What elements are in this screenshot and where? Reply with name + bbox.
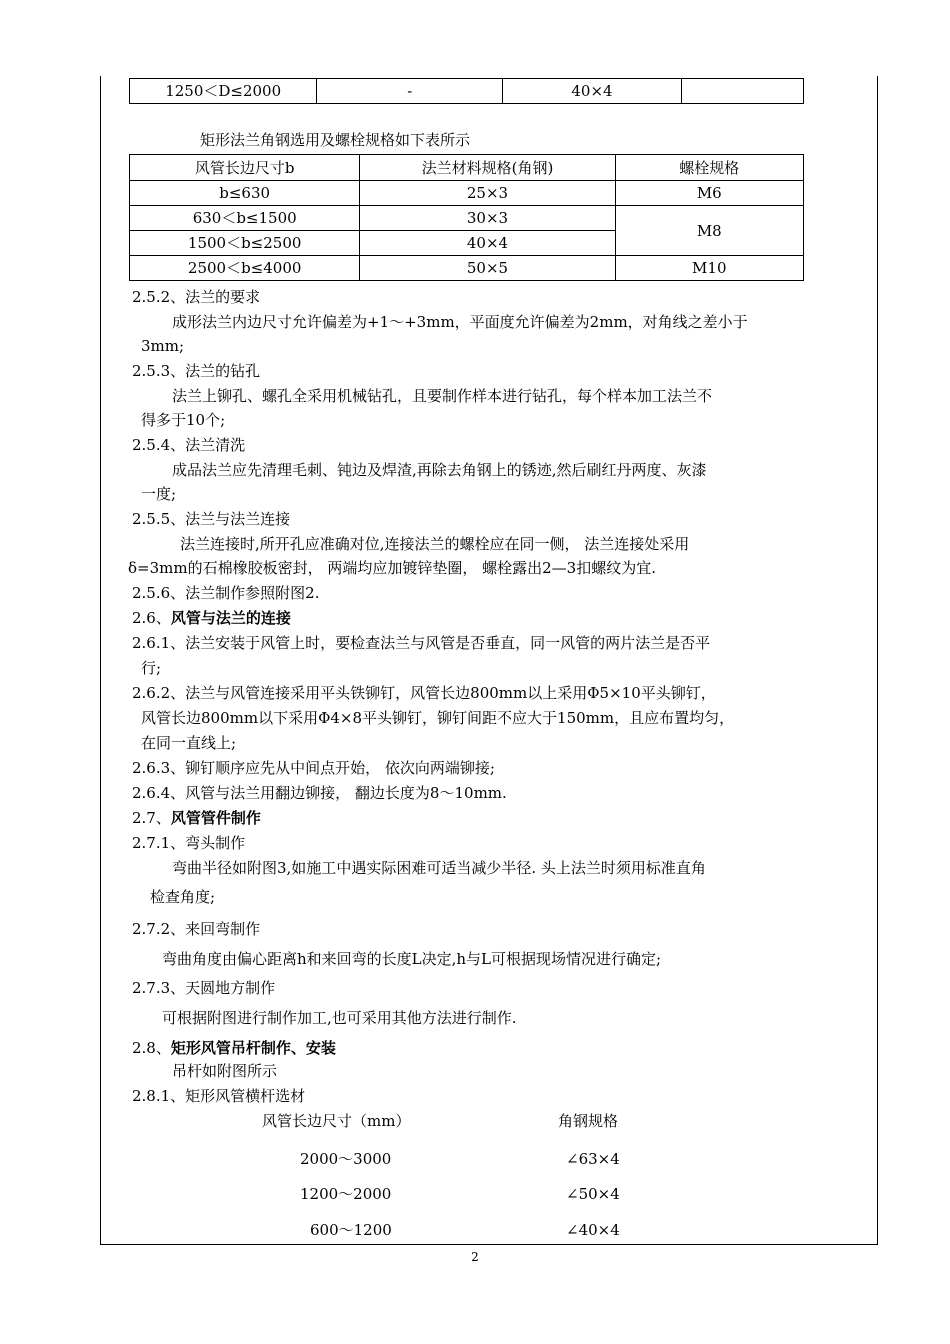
section-heading: 2.5.3、法兰的钻孔 xyxy=(132,362,261,380)
section-number: 2.8、 xyxy=(132,1039,171,1057)
table-cell: 40×4 xyxy=(360,231,615,256)
table-cell: 630＜b≤1500 xyxy=(130,206,360,231)
paragraph-line: 风管长边800mm以下采用Φ4×8平头铆钉，铆钉间距不应大于150mm，且应布置均匀， xyxy=(141,709,735,727)
paragraph-line: 检查角度; xyxy=(150,888,216,906)
table-row xyxy=(130,181,804,206)
table-cell: 25×3 xyxy=(360,181,615,206)
paragraph-line: 法兰连接时,所开孔应准确对位,连接法兰的螺栓应在同一侧， 法兰连接处采用 xyxy=(180,535,690,553)
paragraph-line: 得多于10个; xyxy=(141,411,226,429)
table-cell: 40×4 xyxy=(503,79,681,104)
top-table xyxy=(129,78,804,104)
paragraph-line: 成品法兰应先清理毛刺、钝边及焊渣,再除去角钢上的锈迹,然后刷红丹两度、灰漆 xyxy=(172,461,707,479)
paragraph-line: δ=3mm的石棉橡胶板密封， 两端均应加镀锌垫圈， 螺栓露出2—3扣螺纹为宜. xyxy=(128,559,656,577)
paragraph-line: 一度; xyxy=(141,485,177,503)
section-heading-2-6 xyxy=(132,608,291,628)
table-cell-merged: M8 xyxy=(615,206,803,256)
table-cell xyxy=(681,79,803,104)
table-cell: b≤630 xyxy=(130,181,360,206)
crossbar-size: 2000～3000 xyxy=(300,1150,392,1168)
paragraph-line: 2.6.3、铆钉顺序应先从中间点开始， 依次向两端铆接; xyxy=(132,759,495,777)
section-heading: 2.7.1、弯头制作 xyxy=(132,834,246,852)
paragraph-line: 在同一直线上; xyxy=(141,734,237,752)
paragraph-line: 2.6.2、法兰与风管连接采用平头铁铆钉，风管长边800mm以上采用Φ5×10平头铆钉， xyxy=(132,684,716,702)
section-heading: 2.8.1、矩形风管横杆选材 xyxy=(132,1087,306,1105)
table-cell: M6 xyxy=(615,181,803,206)
paragraph-line: 可根据附图进行制作加工,也可采用其他方法进行制作. xyxy=(162,1009,517,1027)
paragraph-line: 吊杆如附图所示 xyxy=(172,1062,278,1080)
crossbar-spec: ∠50×4 xyxy=(566,1185,620,1203)
crossbar-header-size: 风管长边尺寸（mm） xyxy=(262,1112,411,1130)
crossbar-size: 1200～2000 xyxy=(300,1185,392,1203)
paragraph-line: 弯曲角度由偏心距离h和来回弯的长度L决定,h与L可根据现场情况进行确定; xyxy=(162,950,662,968)
header-cell: 风管长边尺寸b xyxy=(130,155,360,181)
section-title: 风管管件制作 xyxy=(170,809,261,827)
table-row xyxy=(130,256,804,281)
section-heading-2-8 xyxy=(132,1038,336,1058)
section-heading: 2.7.3、天圆地方制作 xyxy=(132,979,276,997)
angle-table xyxy=(129,154,804,281)
paragraph-line: 3mm; xyxy=(141,337,185,355)
crossbar-size: 600～1200 xyxy=(310,1221,392,1239)
section-title: 风管与法兰的连接 xyxy=(170,609,291,627)
section-heading: 2.5.2、法兰的要求 xyxy=(132,288,261,306)
table-cell: 2500＜b≤4000 xyxy=(130,256,360,281)
crossbar-spec: ∠40×4 xyxy=(566,1221,620,1239)
section-heading: 2.7.2、来回弯制作 xyxy=(132,920,261,938)
table-caption: 矩形法兰角钢选用及螺栓规格如下表所示 xyxy=(200,131,471,149)
table-cell: 1250＜D≤2000 xyxy=(130,79,317,104)
page-number: 2 xyxy=(471,1250,479,1264)
paragraph-line: 行; xyxy=(141,659,162,677)
paragraph-line: 2.6.4、风管与法兰用翻边铆接， 翻边长度为8～10mm. xyxy=(132,784,507,802)
section-heading-2-7 xyxy=(132,808,261,828)
paragraph-line: 2.6.1、法兰安装于风管上时，要检查法兰与风管是否垂直，同一风管的两片法兰是否平 xyxy=(132,634,711,652)
paragraph-line: 弯曲半径如附图3,如施工中遇实际困难可适当减少半径. 头上法兰时须用标准直角 xyxy=(172,859,706,877)
paragraph-line: 法兰上铆孔、螺孔全采用机械钻孔，且要制作样本进行钻孔，每个样本加工法兰不 xyxy=(172,387,713,405)
section-number: 2.7、 xyxy=(132,809,171,827)
table-cell: 1500＜b≤2500 xyxy=(130,231,360,256)
paragraph-line: 2.5.6、法兰制作参照附图2. xyxy=(132,584,320,602)
section-number: 2.6、 xyxy=(132,609,171,627)
paragraph-line: 成形法兰内边尺寸允许偏差为+1～+3mm，平面度允许偏差为2mm，对角线之差小于 xyxy=(172,313,748,331)
table-cell: 50×5 xyxy=(360,256,615,281)
table-cell: M10 xyxy=(615,256,803,281)
crossbar-header-spec: 角钢规格 xyxy=(558,1112,619,1130)
table-cell: 30×3 xyxy=(360,206,615,231)
section-heading: 2.5.4、法兰清洗 xyxy=(132,436,246,454)
crossbar-spec: ∠63×4 xyxy=(566,1150,620,1168)
section-heading: 2.5.5、法兰与法兰连接 xyxy=(132,510,291,528)
section-title: 矩形风管吊杆制作、安装 xyxy=(170,1039,336,1057)
table-row xyxy=(130,79,804,104)
header-cell: 法兰材料规格(角钢) xyxy=(360,155,615,181)
header-cell: 螺栓规格 xyxy=(615,155,803,181)
table-row xyxy=(130,206,804,231)
table-header-row xyxy=(130,155,804,181)
table-cell: - xyxy=(317,79,503,104)
